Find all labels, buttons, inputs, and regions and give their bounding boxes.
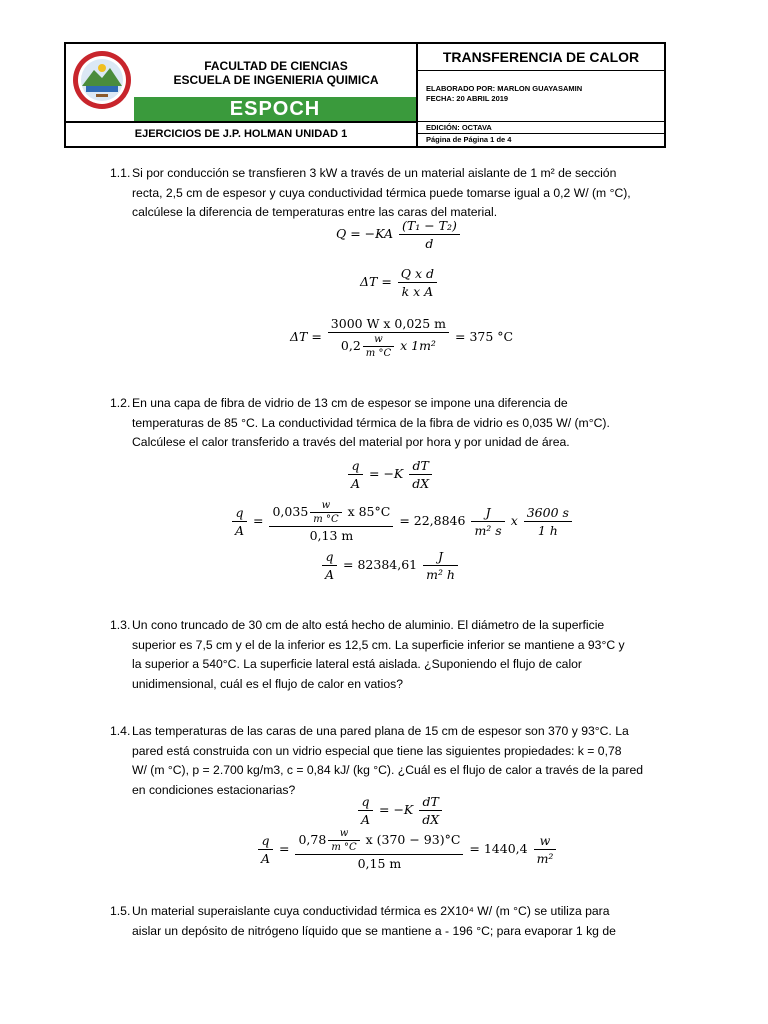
equation-heat-flux [346,458,434,491]
eq-unit-fraction [534,833,557,866]
equation-fourier-law [336,218,462,251]
eq-fraction [348,458,363,491]
problem-1-1 [110,164,658,223]
eq-fraction [295,828,463,871]
problem-line: en condiciones estacionarias? [132,782,296,797]
author-date-block [418,71,664,121]
problem-line: W/ (m °C), p = 2.700 kg/m3, c = 0,84 kJ/ (kg °C). ¿Cuál es el flujo de calor a través de la pared [132,763,644,777]
eq-denominator: 0,13 m [309,528,354,543]
eq-numerator: q [358,794,373,811]
equation-heat-flux-result [320,549,460,582]
eq-fraction [328,316,449,359]
problem-number: 1.5. [110,904,131,918]
problem-line: Un cono truncado de 30 cm de alto está hecho de aluminio. El diámetro de la superficie [132,618,605,632]
eq-unit-denominator: m² s [474,523,502,538]
problem-number: 1.1. [110,166,131,180]
problem-line: temperaturas de 85 °C. La conductividad térmica de la fibra de vidrio es 0,035 W/ (m°C). [132,415,610,430]
problem-text [132,722,658,800]
equation-wall-flux-calc: $\frac{q}{A}$ = 0,78 $\frac{w}{m ^\circ C}$ x (370 − 93)°C 0,15 m = 1440,4 $\frac{w}{\text{m²}}$ [256,828,558,871]
problem-number: 1.3. [110,618,131,632]
problem-line: Un material superaislante cuya conductividad térmica es 2X10⁴ W/ (m °C) se utiliza para [132,904,610,918]
eq-fraction [419,794,442,827]
eq-lhs: ΔT = [360,274,392,289]
eq-unit-fraction [423,549,458,582]
eq-denominator: k x A [401,284,434,299]
eq-unit-numerator: w [328,828,359,841]
eq-fraction [358,794,373,827]
eq-numerator: q [258,833,273,850]
espoch-seal-logo [72,48,132,114]
eq-unit-fraction [471,505,504,538]
eq-fraction [232,505,247,538]
problem-1-4 [110,722,658,800]
eq-unit-denominator: m² h [426,567,455,582]
equation-delta-t-result [290,316,513,359]
eq-fraction [258,833,273,866]
eq-unit-numerator: J [471,505,504,522]
eq-value: = 22,8846 [399,513,466,528]
eq-conversion-denominator: 1 h [537,523,558,538]
equation-wall-flux [356,794,444,827]
eq-numerator: dT [419,794,442,811]
eq-conversion-numerator: 3600 s [524,505,572,522]
eq-fraction [409,458,432,491]
eq-denominator: 0,15 m [357,856,402,871]
problem-line: Las temperaturas de las caras de una pared plana de 15 cm de espesor son 370 y 93°C. La [132,724,629,738]
problem-line: superior es 7,5 cm y el de la inferior es 12,5 cm. La superficie inferior se mantiene a 93°C y [132,637,625,652]
eq-denominator: d [425,236,434,251]
eq-numerator: q [322,549,337,566]
course-title: TRANSFERENCIA DE CALOR [418,44,664,71]
problem-line: calcúlese la diferencia de temperaturas entre las caras del material. [132,205,498,219]
header-info-cell [418,44,664,146]
eq-unit-fraction [328,828,359,853]
eq-unit-denominator: m °C [313,514,339,525]
eq-unit-fraction [363,334,394,359]
problem-text [132,616,658,694]
eq-numerator [295,828,463,855]
eq-num-temp: x 85°C [347,504,391,519]
eq-num-value: 0,035 [272,504,309,519]
eq-unit-denominator: m² [536,851,554,866]
edition-line: EDICIÓN: OCTAVA [418,121,664,134]
page-line: Página de Página 1 de 4 [426,135,512,144]
eq-times: x [510,513,518,528]
problem-number: 1.2. [110,396,131,410]
eq-numerator: q [348,458,363,475]
eq-numerator: Q x d [398,266,437,283]
problem-text [132,902,658,941]
eq-unit-numerator: J [423,549,458,566]
eq-denominator: A [261,851,271,866]
problem-line: la superior a 540°C. La superficie lateral está aislada. ¿Suponiendo el flujo de calor [132,657,582,671]
eq-den-value: 0,2 [340,338,361,353]
eq-lhs: Q = −KA [336,226,394,241]
problem-text [132,394,658,453]
equation-heat-flux-calc: $\frac{q}{A}$ = 0,035 $\frac{w}{m ^\circ C}$ x 85°C 0,13 m = 22,8846 $\frac{J}{\text{m² s}}$ x $\frac{3600 s}{1 h}$ [230,500,574,543]
eq-numerator [269,500,393,527]
eq-result: = 375 °C [455,329,514,344]
problem-text [132,164,658,223]
eq-denominator: A [351,476,361,491]
faculty-name: FACULTAD DE CIENCIAS [204,59,348,73]
eq-denominator: A [325,567,335,582]
problem-line: Calcúlese el calor transferido a través del material por hora y por unidad de área. [132,435,570,449]
eq-operator: = −K [379,802,414,817]
eq-denominator: A [361,812,371,827]
problem-line: recta, 2,5 cm de espesor y cuya conductividad térmica puede tomarse igual a 0,2 W/ (m °C), [132,185,631,200]
unit-title: EJERCICIOS DE J.P. HOLMAN UNIDAD 1 [66,121,416,146]
problem-line: unidimensional, cuál es el flujo de calor en vatios? [132,676,403,691]
eq-lhs: ΔT = [290,329,322,344]
eq-unit-fraction [310,500,341,525]
equation-delta-t [360,266,439,299]
eq-denominator [328,333,449,359]
school-name: ESCUELA DE INGENIERIA QUIMICA [173,73,379,87]
problem-1-2 [110,394,658,453]
eq-numerator: dT [409,458,432,475]
problem-1-5 [110,902,658,941]
eq-operator: = −K [369,466,404,481]
header-institution-cell [66,44,418,146]
faculty-block [166,59,386,87]
eq-numerator: 3000 W x 0,025 m [328,316,449,333]
eq-denominator: A [235,523,245,538]
eq-unit-denominator: m °C [365,348,392,359]
eq-den-area: x 1m² [400,338,436,353]
problem-line: aislar un depósito de nitrógeno líquido que se mantiene a - 196 °C; para evaporar 1 kg de [132,923,616,938]
eq-fraction [322,549,337,582]
eq-fraction [398,266,437,299]
eq-value: = 82384,61 [343,557,418,572]
eq-fraction [399,218,460,251]
date-line: FECHA: 20 ABRIL 2019 [426,94,509,103]
problem-line: Si por conducción se transfieren 3 kW a través de un material aislante de 1 m² de sección [132,166,617,180]
eq-conversion-fraction [524,505,572,538]
problem-1-3 [110,616,658,694]
problem-line: pared está construida con un vidrio especial que tiene las siguientes propiedades: k = 0,78 [132,743,622,758]
eq-num-temp: x (370 − 93)°C [365,832,461,847]
eq-unit-numerator: w [363,334,394,347]
espoch-banner: ESPOCH [134,97,416,121]
eq-denominator: dX [422,812,440,827]
document-header [64,42,666,148]
author-line: ELABORADO POR: MARLON GUAYASAMIN [426,84,583,93]
problem-line: En una capa de fibra de vidrio de 13 cm de espesor se impone una diferencia de [132,396,568,410]
eq-value: = 1440,4 [469,841,528,856]
eq-numerator: (T₁ − T₂) [399,218,460,235]
eq-num-value: 0,78 [298,832,327,847]
eq-unit-numerator: w [534,833,557,850]
eq-unit-numerator: w [310,500,341,513]
eq-unit-denominator: m °C [331,842,357,853]
eq-numerator: q [232,505,247,522]
eq-denominator: dX [412,476,430,491]
eq-fraction [269,500,393,543]
problem-number: 1.4. [110,724,131,738]
